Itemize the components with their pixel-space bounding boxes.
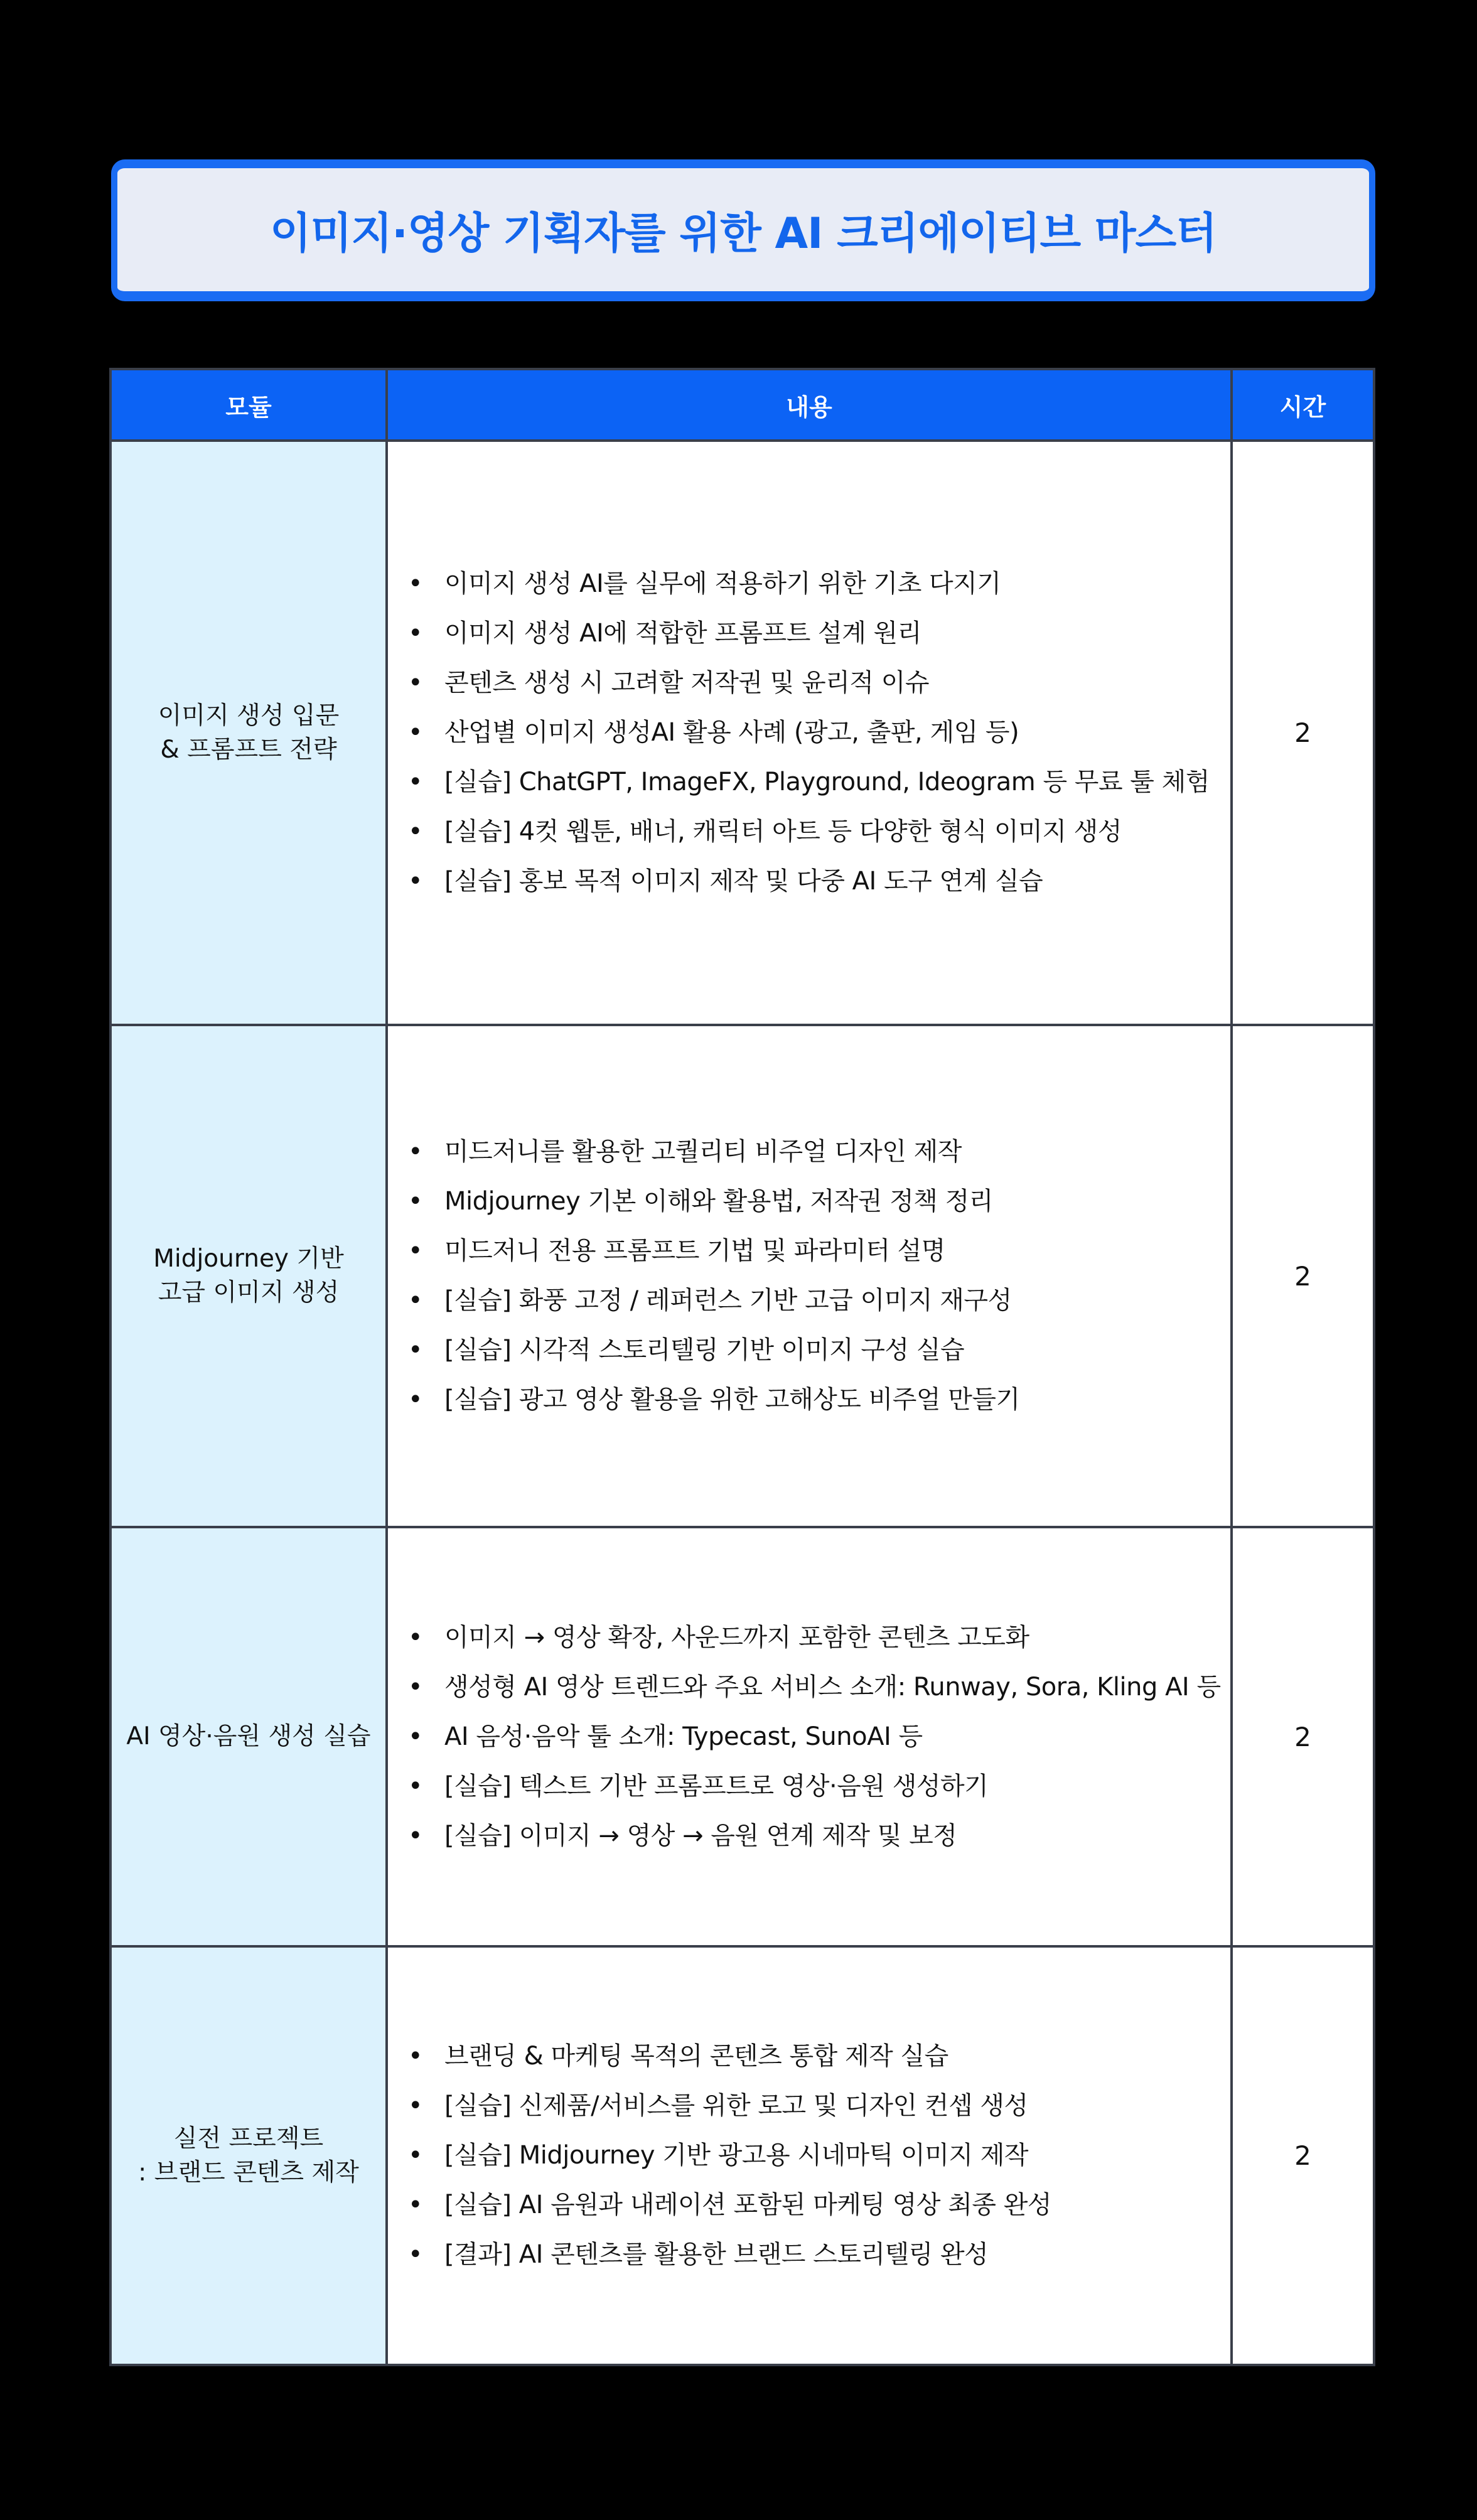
list-item: [400, 708, 1230, 758]
module-cell: [110, 1946, 387, 2365]
list-item: [400, 658, 1230, 708]
list-item-text: [실습] ChatGPT, ImageFX, Playground, Ideogram 등 무료 툴 체험: [444, 768, 1210, 796]
list-item: [400, 1326, 1230, 1375]
header-time: 시간: [1232, 369, 1374, 441]
list-item-text: [실습] 신제품/서비스를 위한 로고 및 디자인 컨셉 생성: [444, 2091, 1028, 2120]
bullet-icon: •: [408, 2240, 423, 2269]
content-cell: [387, 441, 1232, 1025]
bullet-icon: •: [408, 569, 423, 598]
module-name-line: 고급 이미지 생성: [158, 1279, 340, 1307]
list-item-text: 이미지 → 영상 확장, 사운드까지 포함한 콘텐츠 고도화: [444, 1622, 1029, 1652]
bullet-icon: •: [408, 1236, 423, 1265]
list-item: [400, 1663, 1230, 1712]
time-cell: 2: [1232, 1025, 1374, 1527]
list-item: [400, 1613, 1230, 1663]
list-item: [400, 609, 1230, 658]
list-item-text: 미드저니를 활용한 고퀄리티 비주얼 디자인 제작: [444, 1137, 962, 1166]
table-row: [110, 1946, 1374, 2365]
table-row: [110, 1025, 1374, 1527]
module-name-line: AI 영상·음원 생성 실습: [126, 1722, 371, 1751]
list-item: [400, 807, 1230, 857]
bullet-icon: •: [408, 867, 423, 896]
bullet-icon: •: [408, 1187, 423, 1216]
list-item-text: 미드저니 전용 프롬프트 기법 및 파라미터 설명: [444, 1236, 945, 1265]
bullet-icon: •: [408, 817, 423, 846]
module-name-line: 이미지 생성 입문: [158, 701, 340, 730]
list-item-text: [실습] Midjourney 기반 광고용 시네마틱 이미지 제작: [444, 2141, 1029, 2170]
list-item-text: 산업별 이미지 생성AI 활용 사례 (광고, 출판, 게임 등): [444, 718, 1019, 747]
list-item: [400, 1226, 1230, 1276]
content-list: [388, 2032, 1230, 2280]
table-row: [110, 1527, 1374, 1946]
list-item: [400, 2180, 1230, 2230]
time-cell: 2: [1232, 441, 1374, 1025]
bullet-icon: •: [408, 2091, 423, 2120]
header-module: 모듈: [110, 369, 387, 441]
bullet-icon: •: [408, 1771, 423, 1801]
list-item: [400, 758, 1230, 807]
bullet-icon: •: [408, 2042, 423, 2071]
list-item: [400, 559, 1230, 609]
list-item: [400, 1375, 1230, 1425]
bullet-icon: •: [408, 619, 423, 648]
list-item: [400, 857, 1230, 906]
bullet-icon: •: [408, 1137, 423, 1166]
bullet-icon: •: [408, 1672, 423, 1702]
module-cell: [110, 1025, 387, 1527]
list-item: [400, 2081, 1230, 2131]
module-name-line: Midjourney 기반: [153, 1245, 344, 1273]
bullet-icon: •: [408, 1286, 423, 1315]
list-item-text: [실습] 이미지 → 영상 → 음원 연계 제작 및 보정: [444, 1821, 957, 1850]
module-cell: [110, 441, 387, 1025]
bullet-icon: •: [408, 1385, 423, 1414]
list-item-text: 생성형 AI 영상 트렌드와 주요 서비스 소개: Runway, Sora, Kling AI 등: [444, 1672, 1221, 1702]
bullet-icon: •: [408, 718, 423, 747]
content-cell: [387, 1946, 1232, 2365]
module-cell: [110, 1527, 387, 1946]
content-cell: [387, 1527, 1232, 1946]
content-cell: [387, 1025, 1232, 1527]
bullet-icon: •: [408, 2141, 423, 2170]
bullet-icon: •: [408, 2190, 423, 2219]
table-row: [110, 441, 1374, 1025]
list-item-text: [실습] 시각적 스토리텔링 기반 이미지 구성 실습: [444, 1336, 965, 1365]
list-item-text: 이미지 생성 AI에 적합한 프롬프트 설계 원리: [444, 619, 921, 648]
time-cell: 2: [1232, 1527, 1374, 1946]
list-item-text: Midjourney 기본 이해와 활용법, 저작권 정책 정리: [444, 1187, 993, 1216]
list-item: [400, 1762, 1230, 1811]
bullet-icon: •: [408, 1336, 423, 1365]
list-item-text: [실습] 홍보 목적 이미지 제작 및 다중 AI 도구 연계 실습: [444, 867, 1043, 896]
bullet-icon: •: [408, 1821, 423, 1850]
page-title: 이미지·영상 기획자를 위한 AI 크리에이티브 마스터: [270, 208, 1217, 259]
content-list: [388, 559, 1230, 906]
list-item: [400, 1712, 1230, 1762]
list-item: [400, 1177, 1230, 1226]
content-list: [388, 1127, 1230, 1425]
list-item-text: 콘텐츠 생성 시 고려할 저작권 및 윤리적 이슈: [444, 668, 930, 697]
module-name-line: & 프롬프트 전략: [160, 735, 337, 764]
bullet-icon: •: [408, 668, 423, 697]
table-header-row: [110, 369, 1374, 441]
list-item: [400, 2131, 1230, 2180]
list-item-text: [실습] 광고 영상 활용을 위한 고해상도 비주얼 만들기: [444, 1385, 1020, 1414]
content-list: [388, 1613, 1230, 1861]
title-banner: [111, 159, 1375, 301]
list-item-text: 이미지 생성 AI를 실무에 적용하기 위한 기초 다지기: [444, 569, 1001, 598]
list-item-text: AI 음성·음악 툴 소개: Typecast, SunoAI 등: [444, 1722, 923, 1751]
list-item-text: [실습] 텍스트 기반 프롬프트로 영상·음원 생성하기: [444, 1771, 989, 1801]
list-item: [400, 2230, 1230, 2280]
list-item: [400, 1276, 1230, 1326]
list-item-text: [결과] AI 콘텐츠를 활용한 브랜드 스토리텔링 완성: [444, 2240, 989, 2269]
module-name-line: 실전 프로젝트: [173, 2124, 324, 2153]
module-name-line: : 브랜드 콘텐츠 제작: [138, 2158, 359, 2187]
list-item-text: [실습] 화풍 고정 / 레퍼런스 기반 고급 이미지 재구성: [444, 1286, 1012, 1315]
bullet-icon: •: [408, 768, 423, 796]
list-item: [400, 1811, 1230, 1861]
list-item-text: [실습] 4컷 웹툰, 배너, 캐릭터 아트 등 다양한 형식 이미지 생성: [444, 817, 1122, 846]
time-cell: 2: [1232, 1946, 1374, 2365]
header-content: 내용: [387, 369, 1232, 441]
bullet-icon: •: [408, 1622, 423, 1652]
curriculum-table: [109, 368, 1375, 2366]
list-item-text: [실습] AI 음원과 내레이션 포함된 마케팅 영상 최종 완성: [444, 2190, 1052, 2219]
list-item: [400, 2032, 1230, 2081]
bullet-icon: •: [408, 1722, 423, 1751]
list-item: [400, 1127, 1230, 1177]
list-item-text: 브랜딩 & 마케팅 목적의 콘텐츠 통합 제작 실습: [444, 2042, 948, 2071]
